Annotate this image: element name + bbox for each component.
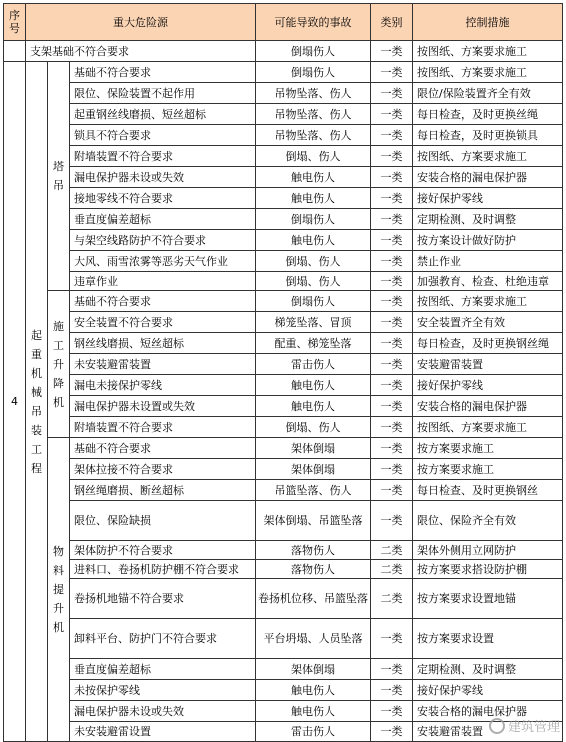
table-row bbox=[4, 680, 563, 701]
table-row bbox=[4, 659, 563, 680]
measures-cell: 安装合格的漏电保护器 bbox=[413, 167, 563, 188]
measures-cell: 按方案要求施工 bbox=[413, 438, 563, 459]
category-cell: 一类 bbox=[371, 146, 413, 167]
accident-cell: 落物伤人 bbox=[256, 541, 371, 560]
watermark-logo-icon bbox=[489, 718, 505, 734]
measures-cell: 接好保护零线 bbox=[413, 188, 563, 209]
measures-cell: 禁止作业 bbox=[413, 251, 563, 272]
category-cell: 一类 bbox=[371, 291, 413, 312]
table-row bbox=[4, 312, 563, 333]
accident-cell: 配重、梯笼坠落 bbox=[256, 333, 371, 354]
category-cell: 一类 bbox=[371, 354, 413, 375]
measures-cell: 接好保护零线 bbox=[413, 680, 563, 701]
watermark-text: 建筑管理 bbox=[507, 720, 560, 735]
accident-cell: 倒塌、伤人 bbox=[256, 272, 371, 291]
hazard-cell: 基础不符合要求 bbox=[70, 62, 256, 83]
table-row bbox=[4, 104, 563, 125]
table-row bbox=[4, 541, 563, 560]
table-row bbox=[4, 251, 563, 272]
accident-cell: 倒塌伤人 bbox=[256, 209, 371, 230]
category-cell: 二类 bbox=[371, 560, 413, 579]
measures-cell: 接好保护零线 bbox=[413, 375, 563, 396]
accident-cell: 倒塌伤人 bbox=[256, 291, 371, 312]
subgroup-name-cell bbox=[48, 62, 70, 291]
hazard-cell: 大风、雨雪浓雾等恶劣天气作业 bbox=[70, 251, 256, 272]
subgroup-name: 塔吊 bbox=[53, 160, 64, 192]
accident-cell: 平台坍塌、人员坠落 bbox=[256, 619, 371, 659]
accident-cell: 架体倒塌 bbox=[256, 438, 371, 459]
measures-cell: 按图纸、方案要求施工 bbox=[413, 41, 563, 62]
category-cell: 一类 bbox=[371, 104, 413, 125]
hazard-cell: 漏电未接保护零线 bbox=[70, 375, 256, 396]
hazard-cell: 未安装避雷设置 bbox=[70, 722, 256, 742]
accident-cell: 架体倒塌、吊篮坠落 bbox=[256, 501, 371, 541]
measures-cell: 按方案要求搭设防护棚 bbox=[413, 560, 563, 579]
category-cell: 一类 bbox=[371, 619, 413, 659]
accident-cell: 触电伤人 bbox=[256, 230, 371, 251]
category-cell: 一类 bbox=[371, 501, 413, 541]
category-cell: 一类 bbox=[371, 41, 413, 62]
category-cell: 一类 bbox=[371, 417, 413, 438]
seq-cell-empty bbox=[4, 41, 26, 62]
table-row bbox=[4, 83, 563, 104]
table-row bbox=[4, 560, 563, 579]
accident-cell: 雷击伤人 bbox=[256, 722, 371, 742]
accident-cell: 触电伤人 bbox=[256, 167, 371, 188]
table-row bbox=[4, 209, 563, 230]
category-cell: 一类 bbox=[371, 230, 413, 251]
measures-cell: 限位、保险齐全有效 bbox=[413, 501, 563, 541]
table-row bbox=[4, 291, 563, 312]
header-accident: 可能导致的事故 bbox=[256, 4, 371, 41]
table-row bbox=[4, 167, 563, 188]
category-cell: 一类 bbox=[371, 396, 413, 417]
accident-cell: 倒塌、伤人 bbox=[256, 146, 371, 167]
measures-cell: 按图纸、方案要求施工 bbox=[413, 62, 563, 83]
hazard-cell: 基础不符合要求 bbox=[70, 291, 256, 312]
table-row bbox=[4, 701, 563, 722]
subgroup-name-cell bbox=[48, 438, 70, 742]
subgroup-name-cell bbox=[48, 291, 70, 438]
header-category: 类别 bbox=[371, 4, 413, 41]
measures-cell: 按方案设计做好防护 bbox=[413, 230, 563, 251]
measures-cell: 架体外侧用立网防护 bbox=[413, 541, 563, 560]
category-cell: 一类 bbox=[371, 83, 413, 104]
hazard-cell: 未安装避雷装置 bbox=[70, 354, 256, 375]
measures-cell: 按方案要求施工 bbox=[413, 459, 563, 480]
hazard-cell: 附墙装置不符合要求 bbox=[70, 417, 256, 438]
hazard-cell: 漏电保护器未设或失效 bbox=[70, 167, 256, 188]
hazard-cell: 卷扬机地锚不符合要求 bbox=[70, 579, 256, 619]
hazard-cell: 支架基础不符合要求 bbox=[26, 41, 256, 62]
category-cell: 一类 bbox=[371, 125, 413, 146]
accident-cell: 吊物坠落、伤人 bbox=[256, 104, 371, 125]
table-row bbox=[4, 579, 563, 619]
accident-cell: 卷扬机位移、吊篮坠落 bbox=[256, 579, 371, 619]
header-measures: 控制措施 bbox=[413, 4, 563, 41]
hazard-cell: 垂直度偏差超标 bbox=[70, 209, 256, 230]
hazard-cell: 限位、保险装置不起作用 bbox=[70, 83, 256, 104]
seq-cell: 4 bbox=[4, 62, 26, 742]
measures-cell: 按图纸、方案要求施工 bbox=[413, 146, 563, 167]
hazard-cell: 架体拉接不符合要求 bbox=[70, 459, 256, 480]
accident-cell: 梯笼坠落、冒顶 bbox=[256, 312, 371, 333]
accident-cell: 倒塌、伤人 bbox=[256, 417, 371, 438]
category-cell: 一类 bbox=[371, 701, 413, 722]
table-body bbox=[4, 41, 563, 742]
header-seq: 序号 bbox=[4, 4, 26, 41]
header-row bbox=[4, 4, 563, 41]
hazard-cell: 漏电保护器未设置或失效 bbox=[70, 396, 256, 417]
category-cell: 一类 bbox=[371, 209, 413, 230]
table-row bbox=[4, 146, 563, 167]
measures-cell: 限位/保险装置齐全有效 bbox=[413, 83, 563, 104]
measures-cell: 安装避雷装置 bbox=[413, 722, 563, 742]
accident-cell: 落物伤人 bbox=[256, 560, 371, 579]
accident-cell: 倒塌、伤人 bbox=[256, 251, 371, 272]
measures-cell: 按方案要求设置 bbox=[413, 619, 563, 659]
measures-cell: 加强教育、检查、杜绝违章 bbox=[413, 272, 563, 291]
category-cell: 一类 bbox=[371, 251, 413, 272]
category-cell: 二类 bbox=[371, 579, 413, 619]
hazard-cell: 垂直度偏差超标 bbox=[70, 659, 256, 680]
measures-cell: 安装避雷装置 bbox=[413, 354, 563, 375]
table-row bbox=[4, 459, 563, 480]
hazard-cell: 钢丝绳磨损、断丝超标 bbox=[70, 480, 256, 501]
hazard-table bbox=[3, 3, 563, 742]
hazard-cell: 与架空线路防护不符合要求 bbox=[70, 230, 256, 251]
accident-cell: 触电伤人 bbox=[256, 188, 371, 209]
table-row bbox=[4, 354, 563, 375]
table-row bbox=[4, 188, 563, 209]
hazard-cell: 附墙装置不符合要求 bbox=[70, 146, 256, 167]
measures-cell: 按图纸、方案要求施工 bbox=[413, 417, 563, 438]
accident-cell: 架体倒塌 bbox=[256, 459, 371, 480]
group-name-cell bbox=[26, 62, 48, 742]
category-cell: 一类 bbox=[371, 375, 413, 396]
measures-cell: 安装合格的漏电保护器 bbox=[413, 396, 563, 417]
group-name: 起重机械吊装工程 bbox=[31, 328, 42, 475]
accident-cell: 吊篮坠落、伤人 bbox=[256, 480, 371, 501]
table-row bbox=[4, 396, 563, 417]
header-hazard: 重大危险源 bbox=[26, 4, 256, 41]
subgroup-name: 施工升降机 bbox=[53, 319, 64, 409]
table-row bbox=[4, 480, 563, 501]
table-row bbox=[4, 438, 563, 459]
accident-cell: 触电伤人 bbox=[256, 680, 371, 701]
subgroup-name: 物料提升机 bbox=[53, 545, 64, 634]
accident-cell: 倒塌伤人 bbox=[256, 62, 371, 83]
table-row bbox=[4, 375, 563, 396]
table-row bbox=[4, 722, 563, 742]
category-cell: 一类 bbox=[371, 312, 413, 333]
table-row bbox=[4, 272, 563, 291]
table-row bbox=[4, 125, 563, 146]
category-cell: 一类 bbox=[371, 438, 413, 459]
hazard-cell: 进料口、卷扬机防护棚不符合要求 bbox=[70, 560, 256, 579]
measures-cell: 安装合格的漏电保护器 bbox=[413, 701, 563, 722]
hazard-cell: 接地零线不符合要求 bbox=[70, 188, 256, 209]
table-row bbox=[4, 41, 563, 62]
measures-cell: 定期检测、及时调整 bbox=[413, 209, 563, 230]
category-cell: 一类 bbox=[371, 680, 413, 701]
hazard-cell: 漏电保护器未设或失效 bbox=[70, 701, 256, 722]
category-cell: 一类 bbox=[371, 62, 413, 83]
hazard-cell: 钢丝线磨损、短丝超标 bbox=[70, 333, 256, 354]
accident-cell: 触电伤人 bbox=[256, 701, 371, 722]
hazard-cell: 安全装置不符合要求 bbox=[70, 312, 256, 333]
accident-cell: 触电伤人 bbox=[256, 396, 371, 417]
hazard-cell: 限位、保险缺损 bbox=[70, 501, 256, 541]
category-cell: 一类 bbox=[371, 333, 413, 354]
category-cell: 一类 bbox=[371, 188, 413, 209]
category-cell: 一类 bbox=[371, 459, 413, 480]
category-cell: 二类 bbox=[371, 541, 413, 560]
hazard-cell: 未按保护零线 bbox=[70, 680, 256, 701]
accident-cell: 吊物坠落、伤人 bbox=[256, 83, 371, 104]
hazard-cell: 架体防护不符合要求 bbox=[70, 541, 256, 560]
category-cell: 一类 bbox=[371, 659, 413, 680]
hazard-cell: 卸料平台、防护门不符合要求 bbox=[70, 619, 256, 659]
table-row bbox=[4, 417, 563, 438]
measures-cell: 按方案要求设置地锚 bbox=[413, 579, 563, 619]
category-cell: 一类 bbox=[371, 167, 413, 188]
table-row bbox=[4, 501, 563, 541]
hazard-cell: 锁具不符合要求 bbox=[70, 125, 256, 146]
hazard-cell: 基础不符合要求 bbox=[70, 438, 256, 459]
measures-cell: 按图纸、方案要求施工 bbox=[413, 291, 563, 312]
accident-cell: 架体倒塌 bbox=[256, 659, 371, 680]
table-row bbox=[4, 333, 563, 354]
watermark bbox=[489, 716, 560, 735]
accident-cell: 吊物坠落、伤人 bbox=[256, 125, 371, 146]
measures-cell: 每日检查，及时更换钢丝绳 bbox=[413, 333, 563, 354]
table-row bbox=[4, 62, 563, 83]
measures-cell: 每日检查，及时更换丝绳 bbox=[413, 104, 563, 125]
category-cell: 一类 bbox=[371, 272, 413, 291]
accident-cell: 触电伤人 bbox=[256, 375, 371, 396]
accident-cell: 雷击伤人 bbox=[256, 354, 371, 375]
hazard-cell: 违章作业 bbox=[70, 272, 256, 291]
category-cell: 一类 bbox=[371, 722, 413, 742]
accident-cell: 倒塌伤人 bbox=[256, 41, 371, 62]
category-cell: 一类 bbox=[371, 480, 413, 501]
hazard-cell: 起重钢丝线磨损、短丝超标 bbox=[70, 104, 256, 125]
measures-cell: 每日检查，及时更换锁具 bbox=[413, 125, 563, 146]
table-row bbox=[4, 619, 563, 659]
measures-cell: 定期检测、及时调整 bbox=[413, 659, 563, 680]
table-row bbox=[4, 230, 563, 251]
measures-cell: 安全装置齐全有效 bbox=[413, 312, 563, 333]
measures-cell: 每日检查、及时更换钢丝 bbox=[413, 480, 563, 501]
